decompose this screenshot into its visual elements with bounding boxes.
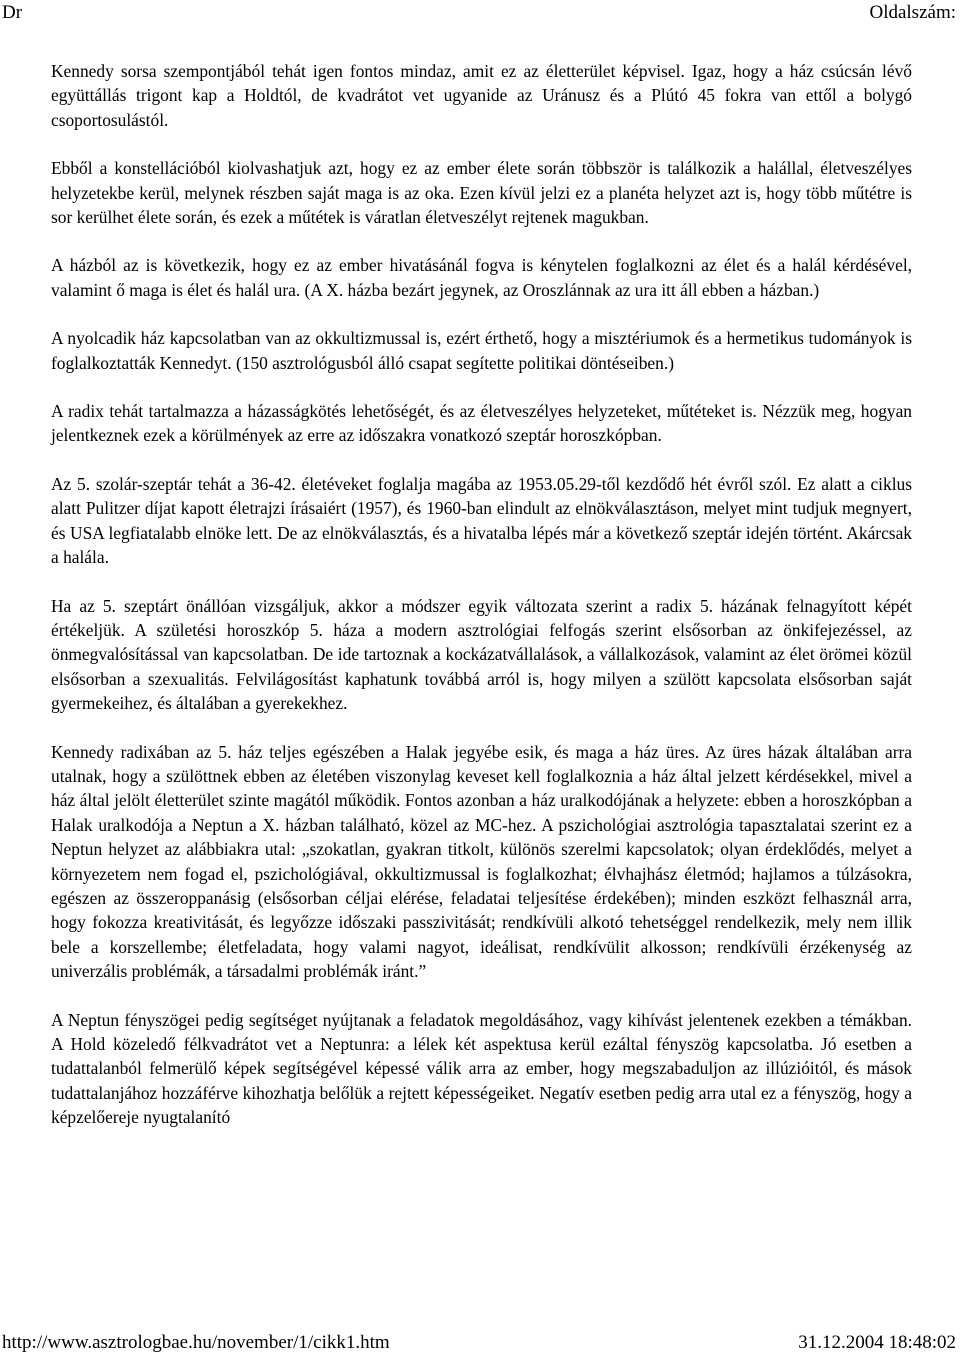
header-page-number: Oldalszám:	[869, 2, 956, 23]
paragraph: A házból az is következik, hogy ez az ember hivatásánál fogva is kénytelen foglalkozni az élet és a halál kérdésével, valamint ő maga is élet és halál ura. (A X. házba bezárt jegynek, az Oroszlánnak az ura itt áll ebben a házban.)	[51, 255, 912, 300]
header-author: Dr	[2, 2, 23, 23]
paragraph: Kennedy radixában az 5. ház teljes egészében a Halak jegyébe esik, és maga a ház üres. Az üres házak általában arra utalnak, hogy a szülöttnek ebben az életében viszonylag keveset kell foglalkoznia a ház által jelzett kérdésekkel, mivel a ház által jelölt életterület szinte magától működik. Fontos azonban a ház uralkodójának a helyzete: ebben a horoszkópban a Halak uralkodója a Neptun a X. házban található, közel az MC-hez. A pszichológiai asztrológia tapasztalatai szerint ez a Neptun helyzet az alábbiakra utal: „szokatlan, gyakran titkolt, különös szerelmi kapcsolatok; olyan érdeklődés, melyet a környezetem nem fogad el, pszichológiával, okkultizmussal is foglalkozhat; élvhajhász életmód; hajlamos a túlzásokra, egészen az összeroppanásig (elsősorban céljai elérése, feladatai teljesítése érdekében); minden eszközt felhasznál arra, hogy fokozza kreativitását, és legyőzze időszaki passzivitását; rendkívüli alkotó tehetséggel rendelkezik, mely nem illik bele a korszellembe; életfeladata, hogy valami nagyot, ideálisat, rendkívülit alkosson; rendkívüli érzékenység az univerzális problémák, a társadalmi problémák iránt.”	[51, 741, 912, 982]
paragraph: Az 5. szolár-szeptár tehát a 36-42. életéveket foglalja magába az 1953.05.29-től kezdődő hét évről szól. Ez alatt a ciklus alatt Pulitzer díjat kapott életrajzi írásaiért (1957), és 1960-ban elindult az elnökválasztáson, melyet mint tudjuk megnyert, és USA legfiatalabb elnöke lett. De az elnökválasztás, és a hivatalba lépés már a következő szeptár idején történt. Akárcsak a halála.	[51, 473, 912, 568]
article-body	[51, 59, 912, 1154]
paragraph: A radix tehát tartalmazza a házasságkötés lehetőségét, és az életveszélyes helyzeteket, műtéteket is. Nézzük meg, hogyan jelentkeznek ezek a körülmények az erre az időszakra vonatkozó szeptár horoszkópban.	[51, 401, 912, 446]
paragraph: A Neptun fényszögei pedig segítséget nyújtanak a feladatok megoldásához, vagy kihívást jelentenek ezekben a témákban. A Hold közeledő félkvadrátot vet a Neptunra: a lélek két aspektusa kerül ezáltal fényszög kapcsolatba. Jó esetben a tudattalanból felmerülő képek segítségével képessé válik arra az ember, hogy megszabaduljon az illúzióitól, és mások tudattalanjához hozzáférve kihozhatja belőlük a rejtett képességeiket. Negatív esetben pedig arra utal ez a fényszög, hogy a képzelőereje nyugtalanító	[51, 1009, 912, 1128]
footer-datetime: 31.12.2004 18:48:02	[798, 1332, 956, 1353]
paragraph: A nyolcadik ház kapcsolatban van az okkultizmussal is, ezért érthető, hogy a misztériumok és a hermetikus tudományok is foglalkoztatták Kennedyt. (150 asztrológusból álló csapat segítette politikai döntéseiben.)	[51, 328, 912, 373]
paragraph: Ebből a konstellációból kiolvashatjuk azt, hogy ez az ember élete során többször is találkozik a halállal, életveszélyes helyzetekbe kerül, melynek részben saját maga is az oka. Ezen kívül jelzi ez a planéta helyzet azt is, hogy több műtétre is sor kerülhet élete során, és ezek a műtétek is váratlan életveszélyt rejtenek magukban.	[51, 158, 912, 228]
paragraph: Kennedy sorsa szempontjából tehát igen fontos mindaz, amit ez az életterület képvisel. Igaz, hogy a ház csúcsán lévő együttállás trigont kap a Holdtól, de kvadrátot vet ugyanide az Uránusz és a Plútó 45 fokra van ettől a bolygó csoportosulástól.	[51, 61, 912, 130]
paragraph: Ha az 5. szeptárt önállóan vizsgáljuk, akkor a módszer egyik változata szerint a radix 5. házának felnagyított képét értékeljük. A születési horoszkóp 5. háza a modern asztrológiai felfogás szerint elsősorban az önkifejezéssel, az önmegvalósítással van kapcsolatban. De ide tartoznak a kockázatvállalások, a vállalkozások, valamint az élet örömei közül elsősorban a szexualitás. Felvilágosítást kaphatunk továbbá arról is, hogy milyen a szülött kapcsolata elsősorban saját gyermekeihez, és általában a gyerekekhez.	[51, 595, 912, 714]
footer-url: http://www.asztrologbae.hu/november/1/cikk1.htm	[2, 1332, 390, 1353]
